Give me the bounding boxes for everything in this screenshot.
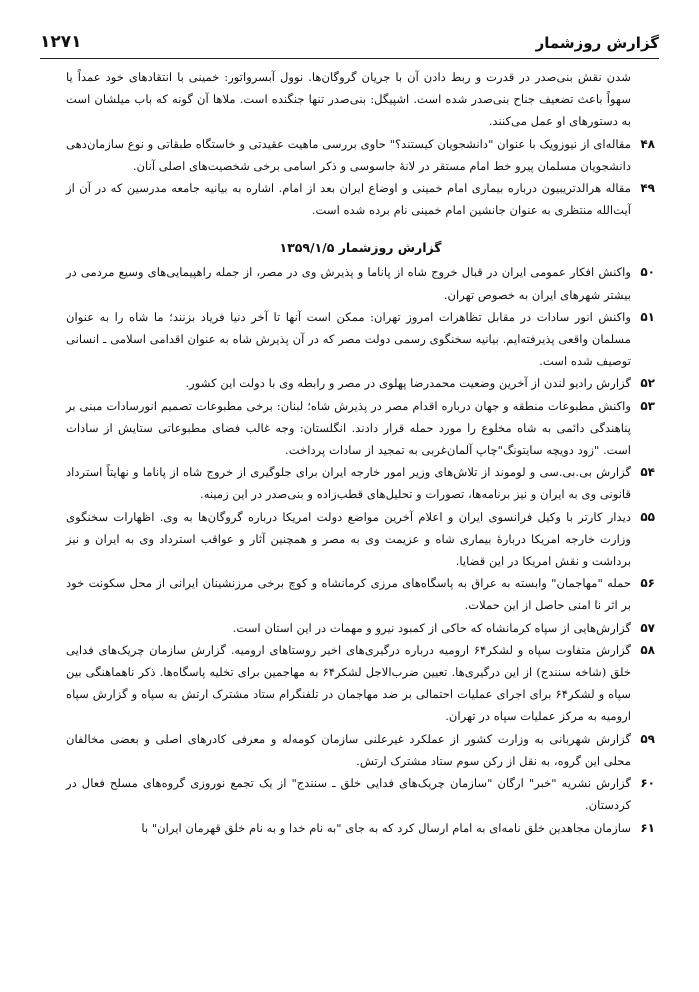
item-number: ۵۲	[640, 376, 655, 391]
item-number: ۵۷	[640, 620, 655, 635]
item-text: واکنش افکار عمومی ایران در قبال خروج شاه از پاناما و پذیرش وی در مصر، از جمله راهپیمایی‌های وسیع مردمی در بیشتر شهرهای ایران به خصوص تهران.	[66, 265, 631, 302]
item-text: گزارش رادیو لندن از آخرین وضعیت محمدرضا پهلوی در مصر و رابطه وی با دولت این کشور.	[185, 376, 631, 391]
list-item	[66, 395, 655, 462]
list-item	[66, 572, 655, 616]
item-number: ۵۵	[640, 509, 655, 524]
item-text: واکنش مطبوعات منطقه و جهان درباره اقدام مصر در پذیرش شاه؛ لبنان: برخی مطبوعات تصمیم انورسادات مبنی بر پناهندگی دائمی به شاه مخلوع را مورد حمله قرار دادند. انگلستان: وجه غالب فضای مطبوعاتی ستایش از سادات است. "زود دویچه سایتونگ"چاپ آلمان‌غربی به تمجید از سادات پرداخت.	[66, 398, 631, 458]
item-text: مقاله‌ای از نیوزویک با عنوان "دانشجویان کیستند؟" حاوی بررسی ماهیت عقیدتی و خاستگاه طبقاتی و نوع سازمان‌دهی دانشجویان مسلمان پیرو خط امام مستقر در لانهٔ جاسوسی و ذکر اسامی برخی شخصیت‌های اصلی آنان.	[66, 136, 631, 173]
item-text: گزارش نشریه "خبر" ارگان "سازمان چریک‌های فدایی خلق ـ سنندج" از یک تجمع نوروزی گروه‌های مسلح فعال در کردستان.	[66, 776, 631, 813]
list-item	[66, 133, 655, 177]
item-text: گزارش شهربانی به وزارت کشور از عملکرد غیرعلنی سازمان کومه‌له و معرفی کادرهای اصلی و بعضی مخالفان محلی این گروه، به نقل از رکن سوم ستاد مشترک ارتش.	[66, 731, 631, 768]
item-number: ۵۰	[640, 265, 655, 280]
list-item	[66, 66, 655, 133]
list-item	[66, 772, 655, 816]
running-header	[40, 30, 659, 59]
item-text: حمله "مهاجمان" وابسته به عراق به پاسگاه‌های مرزی کرمانشاه و کوچ برخی مرزنشینان ایرانی از محل سکونت خود بر اثر نا امنی حاصل از این حملات.	[66, 576, 631, 613]
item-text: شدن نقش بنی‌صدر در قدرت و ربط دادن آن با جریان گروگان‌ها. نوول آبسرواتور: خمینی با انتقادهای خود عمداً یا سهواً باعث تضعیف جناح بنی‌صدر شده است. اشپیگل: بنی‌صدر تنها جنگنده است. ملاها آن گونه که باب میلشان است به دستورهای او عمل می‌کنند.	[66, 70, 631, 129]
list-item	[66, 817, 655, 839]
item-text: سازمان مجاهدین خلق نامه‌ای به امام ارسال کرد که به جای "به نام خدا و به نام خلق قهرمان ایران" با	[141, 820, 631, 835]
item-number: ۵۶	[640, 576, 655, 591]
item-number: ۴۸	[640, 136, 655, 151]
list-item	[66, 306, 655, 373]
list-item	[66, 728, 655, 772]
item-number: ۵۴	[640, 465, 655, 480]
item-number: ۶۱	[640, 820, 655, 835]
item-text: گزارش بی.بی.سی و لوموند از تلاش‌های وزیر امور خارجه ایران برای جلوگیری از خروج شاه از پاناما و نهایتاً استرداد قانونی وی به ایران و نیز برنامه‌ها، تصورات و تحلیل‌های قطب‌زاده و بنی‌صدر در این زمینه.	[66, 465, 631, 502]
section-heading: گزارش روزشمار ۱۳۵۹/۱/۵	[279, 240, 442, 256]
list-item	[66, 617, 655, 639]
list-item	[66, 261, 655, 305]
item-text: دیدار کارتر با وکیل فرانسوی ایران و اعلام آخرین مواضع دولت امریکا درباره گروگان‌ها به وی. اظهارات سخنگوی وزارت خارجه امریکا دربارهٔ بیماری شاه و عزیمت وی به مصر و همچنین آثار و عواقب استرداد وی به ایران و نیز برداشت و نقش امریکا در این قضایا.	[66, 509, 631, 569]
list-item	[66, 461, 655, 505]
item-number: ۵۳	[640, 398, 655, 413]
item-number: ۶۰	[640, 776, 655, 791]
item-text: مقاله هرالدتریبیون درباره بیماری امام خمینی و اوضاع ایران بعد از امام. اشاره به بیانیه جامعه مدرسین که در آن از آیت‌الله منتظری به عنوان جانشین امام خمینی نام برده شده است.	[66, 181, 631, 218]
list-item	[66, 506, 655, 573]
page-number: ۱۲۷۱	[40, 32, 82, 52]
item-text: گزارش متفاوت سپاه و لشکر۶۴ ارومیه درباره درگیری‌های اخیر روستاهای ارومیه. گزارش سازمان چریک‌های فدایی خلق (شاخه سنندج) از این درگیری‌ها. تعیین ضرب‌الاجل لشکر۶۴ به مهاجمین برای تخلیه پاسگاه‌ها. ذکر ناهماهنگی بین سپاه و لشکر۶۴ برای اجرای عملیات احتمالی بر ضد مهاجمان در تلفنگرام ستاد مشترک ارتش به سپاه و گزارش سپاه ارومیه به مرکز عملیات سپاه در تهران.	[66, 642, 632, 724]
running-title: گزارش روزشمار	[535, 34, 659, 52]
item-number: ۵۹	[640, 731, 655, 746]
item-number: ۵۸	[640, 642, 655, 657]
list-item	[66, 177, 655, 221]
item-text: گزارش‌هایی از سپاه کرمانشاه که حاکی از کمبود نیرو و مهمات در این استان است.	[232, 620, 631, 635]
item-text: واکنش انور سادات در مقابل تظاهرات امروز تهران: ممکن است آنها تا آخر دنیا فریاد بزنند؛ ما شاه را به عنوان مسلمان واقعی پذیرفته‌ایم. بیانیه سخنگوی رسمی دولت مصر که در آن پذیرش شاه به عنوان اقدامی اسلامی ـ انسانی توصیف شده است.	[66, 309, 631, 369]
body-text	[66, 66, 655, 839]
item-number: ۵۱	[640, 309, 655, 324]
list-item	[66, 639, 655, 728]
list-item	[66, 372, 655, 394]
item-number: ۴۹	[640, 181, 655, 196]
